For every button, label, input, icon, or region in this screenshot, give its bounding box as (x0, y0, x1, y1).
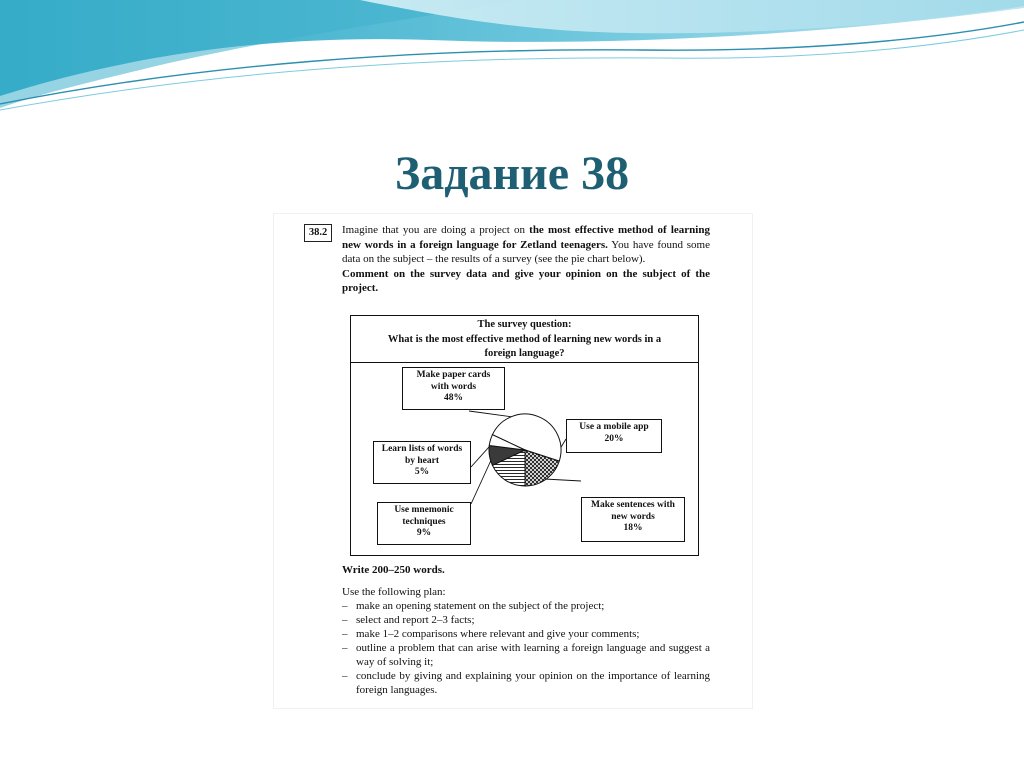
plan-intro: Use the following plan: (342, 586, 446, 598)
plan-item: – conclude by giving and explaining your opinion on the importance of learning foreign languages. (342, 669, 710, 697)
slice-percent: 18% (623, 523, 643, 534)
callout-paper-cards (402, 367, 505, 410)
slide-title: Задание 38 (394, 147, 630, 200)
callout-sentences (581, 497, 685, 542)
slice-label-cont: techniques (402, 516, 446, 527)
slice-label: Learn lists of words (381, 444, 463, 454)
slice-label: Use mnemonic (394, 505, 454, 515)
slice-percent: 48% (444, 393, 463, 404)
callout-mnemonic (377, 502, 471, 545)
task-text-instruction: Comment on the survey data and give your opinion on the subject of the project. (342, 267, 710, 295)
plan-item: – make an opening statement on the subject of the project; (342, 599, 710, 613)
callout-lists-by-heart (373, 441, 471, 484)
slice-percent: 9% (416, 528, 432, 539)
plan-list (342, 599, 710, 697)
slice-percent: 20% (604, 433, 624, 444)
callout-mobile-app (566, 419, 662, 453)
slice-percent: 5% (414, 467, 430, 478)
slice-label: Make paper cards (416, 370, 491, 380)
task-number: 38.2 (304, 224, 332, 242)
header-wave-decoration (0, 0, 1024, 120)
survey-question-label: The survey question: (477, 319, 572, 330)
slice-label: Make sentences with (591, 500, 675, 510)
survey-question-line-1: What is the most effective method of learning new words in a (387, 333, 662, 345)
slice-label-cont: new words (611, 511, 655, 522)
task-text-data: You have found some data on the subject – the results of a survey (see the pie chart below). (342, 238, 710, 266)
slice-label-cont: by heart (404, 455, 440, 466)
plan-item: – outline a problem that can arise with learning a foreign language and suggest a way of solving it; (342, 641, 710, 669)
task-description (342, 223, 710, 296)
slice-label-cont: with words (430, 381, 477, 392)
survey-question (351, 316, 698, 363)
pie-slices (489, 414, 561, 486)
plan-item: – make 1–2 comparisons where relevant and give your comments; (342, 627, 710, 641)
plan-item: – select and report 2–3 facts; (342, 613, 710, 627)
task-text-topic: the most effective method of learning new words in a foreign language for Zetland teenagers. (342, 224, 710, 251)
slice-label: Use a mobile app (579, 422, 649, 432)
survey-box (350, 315, 699, 556)
leader-line (471, 455, 493, 504)
survey-question-line-2: foreign language? (484, 348, 565, 359)
task-scan (274, 214, 752, 708)
task-text-intro: Imagine that you are doing a project on (342, 224, 530, 236)
word-count-instruction: Write 200–250 words. (342, 564, 445, 576)
